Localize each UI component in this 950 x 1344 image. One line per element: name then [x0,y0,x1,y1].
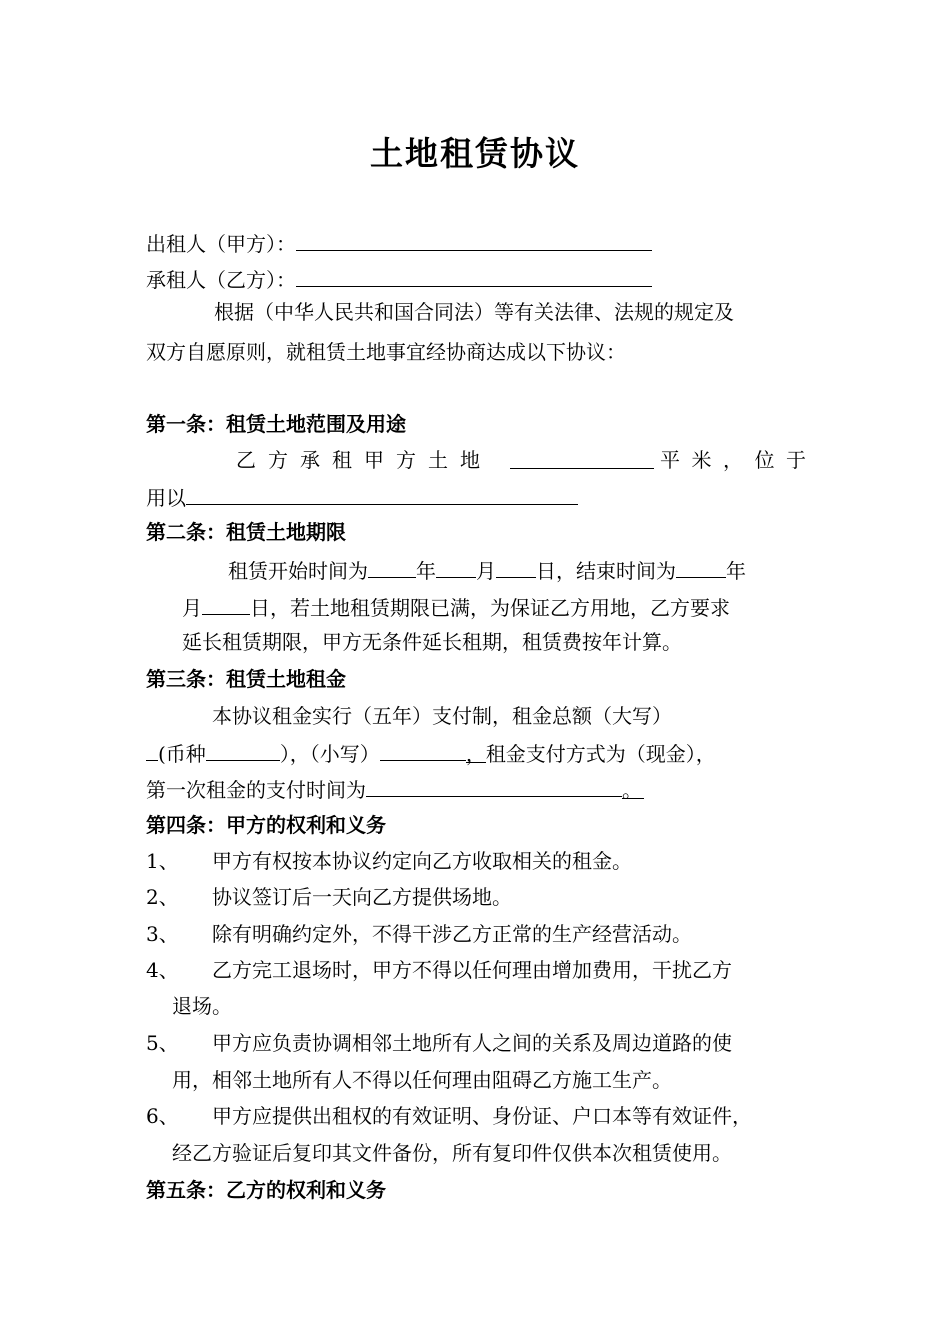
preamble-line-1: 根据（中华人民共和国合同法）等有关法律、法规的规定及 [214,300,734,324]
word: ， [723,448,743,472]
end-label: 日，结束时间为 [536,559,676,583]
period: 。 [622,778,642,802]
word: 方 [268,448,288,472]
currency-blank[interactable] [206,738,280,761]
word: 租 [332,448,352,472]
word: 地 [460,448,480,472]
document-title: 土地租赁协议 [370,134,580,173]
list-item: 甲方应提供出租权的有效证明、身份证、户口本等有效证件， [212,1104,752,1128]
first-payment-blank[interactable] [366,774,622,797]
first-payment-label: 第一次租金的支付时间为 [146,778,366,802]
amount-figures-blank[interactable] [380,738,466,761]
article-3-line-3 [146,774,644,804]
start-year-blank[interactable] [368,555,416,578]
currency-label: (币种 [158,742,206,766]
list-item: 除有明确约定外，不得干涉乙方正常的生产经营活动。 [212,922,692,946]
month-unit: 月 [476,559,496,583]
article-2-text: 日，若土地租赁期限已满，为保证乙方用地，乙方要求 [250,596,730,620]
year-unit: 年 [726,559,746,583]
word: 甲 [364,448,384,472]
start-month-blank[interactable] [436,555,476,578]
word: 承 [300,448,320,472]
list-item: 乙方完工退场时，甲方不得以任何理由增加费用，干扰乙方 [212,958,732,982]
word: 米 [691,448,712,472]
list-item-number: 5、 [146,1031,179,1055]
month-unit: 月 [182,596,202,620]
lessor-line [146,228,652,258]
amount-words-blank[interactable] [146,738,158,761]
end-year-blank[interactable] [676,555,726,578]
start-label: 租赁开始时间为 [228,559,368,583]
list-item: 协议签订后一天向乙方提供场地。 [212,885,512,909]
word: 乙 [236,448,256,472]
start-day-blank[interactable] [496,555,536,578]
article-2-heading: 第二条：租赁土地期限 [146,520,346,544]
word: 平 [660,448,680,472]
list-item-number: 3、 [146,922,179,946]
article-1-heading: 第一条：租赁土地范围及用途 [146,412,406,436]
article-2-line-1 [228,555,746,585]
list-item: 甲方应负责协调相邻土地所有人之间的关系及周边道路的使 [212,1031,732,1055]
article-1-line-2 [146,482,578,512]
article-4-heading: 第四条：甲方的权利和义务 [146,813,386,837]
list-item-continuation: 退场。 [172,994,232,1018]
end-month-blank[interactable] [202,592,250,615]
word: 土 [428,448,448,472]
list-item: 甲方有权按本协议约定向乙方收取相关的租金。 [212,849,632,873]
usage-label: 用以 [146,486,186,510]
lessee-blank[interactable] [296,264,652,287]
article-3-line-2 [146,738,716,768]
word: 方 [396,448,416,472]
article-3-heading: 第三条：租赁土地租金 [146,667,346,691]
usage-blank[interactable] [186,482,578,505]
article-1-line-1-tail [660,446,806,474]
article-3-line-1: 本协议租金实行（五年）支付制，租金总额（大写） [212,704,672,728]
list-item-continuation: 经乙方验证后复印其文件备份，所有复印件仅供本次租赁使用。 [172,1141,732,1165]
list-item-number: 2、 [146,885,179,909]
article-2-line-3: 延长租赁期限，甲方无条件延长租期，租赁费按年计算。 [182,630,682,654]
area-line [510,446,654,476]
word: 位 [754,448,775,472]
list-item-number: 4、 [146,958,179,982]
area-blank[interactable] [510,446,654,469]
lessee-label: 承租人（乙方）： [146,268,296,292]
payment-method-text: 租金支付方式为（现金）， [485,742,716,766]
list-item-continuation: 用，相邻土地所有人不得以任何理由阻碍乙方施工生产。 [172,1068,672,1092]
lessor-blank[interactable] [296,228,652,251]
year-unit: 年 [416,559,436,583]
word: 于 [786,448,806,472]
amount-figures-label: ），（小写） [279,742,380,766]
comma: ， [465,742,486,766]
list-item-number: 1、 [146,849,179,873]
article-1-line-1-words [236,446,480,474]
preamble-line-2: 双方自愿原则，就租赁土地事宜经协商达成以下协议： [146,340,626,364]
list-item-number: 6、 [146,1104,179,1128]
article-2-line-2 [182,592,730,622]
lessor-label: 出租人（甲方）： [146,232,296,256]
lessee-line [146,264,652,294]
article-5-heading: 第五条：乙方的权利和义务 [146,1178,386,1202]
